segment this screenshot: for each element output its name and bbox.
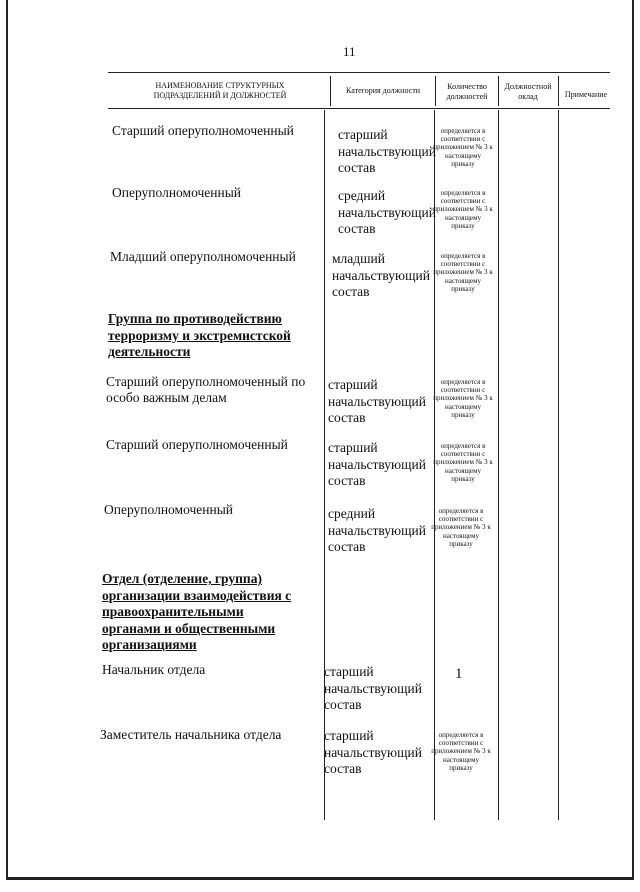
header-quantity: Количество должностей [446,82,488,101]
position-name: Заместитель начальника отдела [100,727,282,742]
column-line [558,110,559,820]
header-divider [435,76,436,106]
position-name: Старший оперуполномоченный [106,437,288,452]
position-category: старший начальствующий состав [324,664,422,712]
position-quantity: определяется в соответствии с приложением № 3 к настоящему приказу [433,252,493,293]
header-bottom-line [108,108,610,109]
position-category: старший начальствующий состав [338,127,436,175]
position-name: Оперуполномоченный [104,502,234,517]
section-heading: Отдел (отделение, группа) организации взаимодействия с правоохранительными органами и общественными организациями [102,571,292,652]
position-quantity: определяется в соответствии с приложением № 3 к настоящему приказу [431,731,491,772]
header-divider [498,76,499,106]
page-number: 11 [343,44,356,59]
header-category: Категория должности [346,86,420,95]
position-quantity: определяется в соответствии с приложением № 3 к настоящему приказу [431,507,491,548]
header-top-line [108,72,610,73]
header-divider [558,76,559,106]
position-category: средний начальствующий состав [338,188,436,236]
position-category: младший начальствующий состав [332,251,430,299]
position-name: Начальник отдела [102,662,206,677]
header-divider [330,76,331,106]
header-salary: Должностной оклад [504,82,552,101]
column-line [498,110,499,820]
position-name: Младший оперуполномоченный [110,249,296,264]
column-line [324,110,325,820]
header-name: НАИМЕНОВАНИЕ СТРУКТУРНЫХ ПОДРАЗДЕЛЕНИЙ И ДОЛЖНОСТЕЙ [153,81,287,100]
position-quantity: определяется в соответствии с приложением № 3 к настоящему приказу [433,127,493,168]
position-category: средний начальствующий состав [328,506,426,554]
position-category: старший начальствующий состав [324,728,422,776]
position-name: Старший оперуполномоченный по особо важным делам [106,374,306,405]
position-quantity: 1 [455,666,463,682]
position-name: Старший оперуполномоченный [112,123,294,138]
header-note: Примечание [564,90,608,99]
position-quantity: определяется в соответствии с приложением № 3 к настоящему приказу [433,442,493,483]
section-heading: Группа по противодействию терроризму и экстремистской деятельности [108,311,291,359]
position-category: старший начальствующий состав [328,440,426,488]
position-name: Оперуполномоченный [112,185,242,200]
position-quantity: определяется в соответствии с приложением № 3 к настоящему приказу [433,378,493,419]
position-quantity: определяется в соответствии с приложением № 3 к настоящему приказу [433,189,493,230]
position-category: старший начальствующий состав [328,377,426,425]
